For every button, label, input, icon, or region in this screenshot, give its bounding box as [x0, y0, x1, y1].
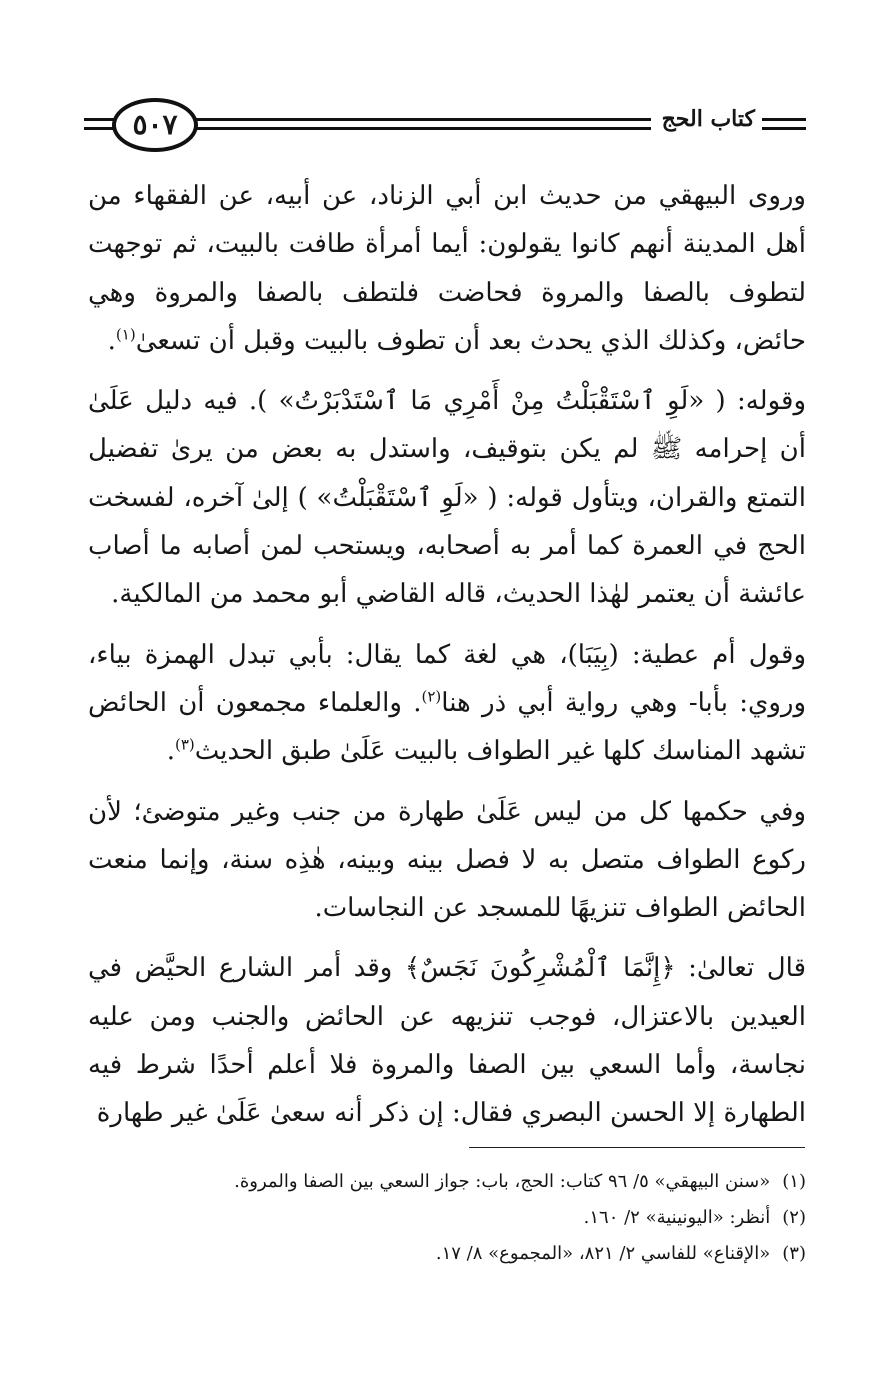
footnote-ref: (٣) [174, 735, 195, 754]
header-rule-middle-bottom [194, 127, 651, 130]
paragraph-text: وقول أم عطية: (بِيَبَا)، هي لغة كما يقال: بأبي تبدل الهمزة بياء، وروي: بأبا- وهي رواية أبي ذر هنا [88, 639, 806, 718]
header-rule-right-top [762, 118, 806, 121]
paragraph-text: وروى البيهقي من حديث ابن أبي الزناد، عن أبيه، عن الفقهاء من أهل المدينة أنهم كانوا يقولون: أيما أمرأة طافت بالبيت، ثم توجهت لتطوف بالصفا والمروة فحاضت فلتطف بالصفا والمروة وهي حائض، وكذلك الذي يحدث بعد أن تطوف بالبيت وقبل أن تسعىٰ [88, 181, 806, 356]
footnote-number: (٣) [782, 1243, 806, 1264]
paragraph-end: . [166, 736, 175, 767]
paragraph [88, 944, 806, 1137]
paragraph-text: قال تعالىٰ: ﴿إِنَّمَا ٱلْمُشْرِكُونَ نَجَسٌ﴾ وقد أمر الشارع الحيَّض في العيدين بالاعتزال، فوجب تنزيهه عن الحائض والجنب ومن عليه نجاسة، وأما السعي بين الصفا والمروة فلا أعلم أحدًا شرط فيه الطهارة إلا الحسن البصري فقال: إن ذكر أنه سعىٰ عَلَىٰ غير طهارة [88, 953, 806, 1129]
main-text [88, 172, 806, 1150]
footnote [88, 1200, 806, 1236]
footnote-separator [469, 1147, 805, 1148]
header-rule-middle-top [194, 118, 651, 121]
page-number: ٥٠٧ [132, 108, 178, 141]
paragraph-end: . [107, 325, 116, 356]
paragraph-text-cont: . والعلماء مجمعون أن الحائض تشهد المناسك كلها غير الطواف بالبيت عَلَىٰ طبق الحديث [88, 687, 806, 767]
footnote-number: (١) [782, 1171, 806, 1192]
footnote-ref: (١) [115, 325, 136, 344]
page-number-oval [112, 98, 198, 152]
page-header [0, 96, 879, 158]
header-rule-right-bottom [762, 127, 806, 130]
footnote-number: (٢) [782, 1207, 806, 1228]
paragraph [88, 788, 806, 933]
footnote-text: «سنن البيهقي» ٥/ ٩٦ كتاب: الحج، باب: جواز السعي بين الصفا والمروة. [234, 1171, 771, 1192]
paragraph-text: وقوله: ( «لَوِ ٱسْتَقْبَلْتُ مِنْ أَمْرِي مَا ٱسْتَدْبَرْتُ» ). فيه دليل عَلَىٰ أن إحرامه ﷺ لم يكن بتوقيف، واستدل به بعض من يرىٰ تفضيل التمتع والقران، ويتأول قوله: ( «لَوِ ٱسْتَقْبَلْتُ» ) إلىٰ آخره، لفسخت الحج في العمرة كما أمر به أصحابه، ويستحب لمن أصابه ما أصاب عائشة أن يعتمر لهٰذا الحديث، قاله القاضي أبو محمد من المالكية. [88, 386, 806, 610]
footnote-text: «الإقناع» للفاسي ٢/ ٨٢١، «المجموع» ٨/ ١٧. [435, 1243, 771, 1264]
book-title: كتاب الحج [661, 106, 755, 132]
footnote-ref: (٢) [421, 687, 442, 706]
paragraph [88, 172, 806, 365]
paragraph [88, 631, 806, 776]
footnote-text: أنظر: «اليونينية» ٢/ ١٦٠. [583, 1207, 771, 1228]
footnote [88, 1236, 806, 1272]
footnote [88, 1164, 806, 1200]
paragraph [88, 377, 806, 618]
footnotes [88, 1164, 806, 1272]
paragraph-text: وفي حكمها كل من ليس عَلَىٰ طهارة من جنب وغير متوضئ؛ لأن ركوع الطواف متصل به لا فصل بينه وبينه، هٰذِه سنة، وإنما منعت الحائض الطواف تنزيهًا للمسجد عن النجاسات. [88, 796, 806, 924]
